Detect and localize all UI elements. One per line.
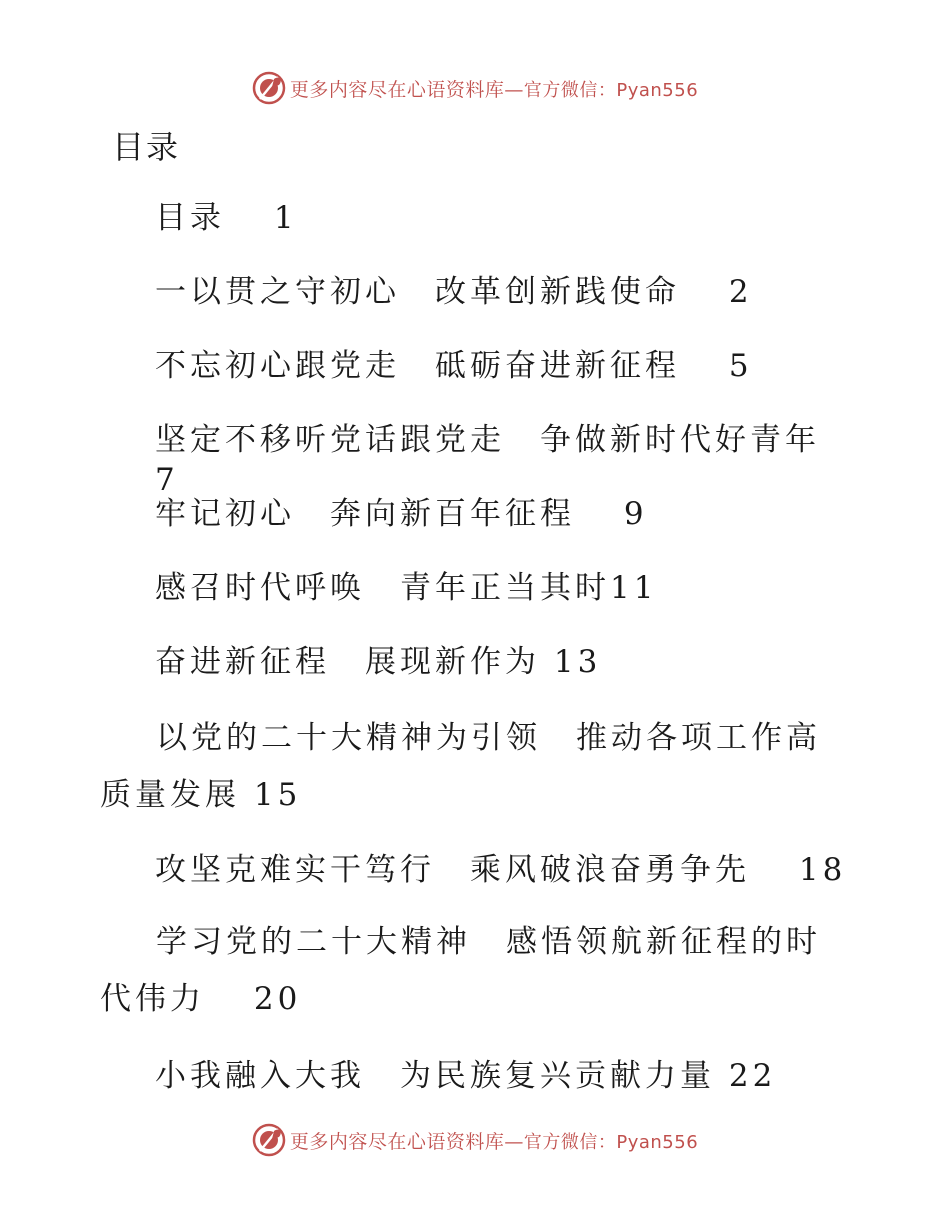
banner-text: 更多内容尽在心语资料库—官方微信：Pyan556: [289, 78, 699, 101]
toc-entry[interactable]: 学习党的二十大精神 感悟领航新征程的时代伟力 20: [100, 924, 821, 1017]
toc-entry[interactable]: 坚定不移听党话跟党走 争做新时代好青年 7: [155, 422, 834, 498]
toc-entry[interactable]: 以党的二十大精神为引领 推动各项工作高质量发展 15: [100, 720, 821, 813]
toc-entry[interactable]: 不忘初心跟党走 砥砺奋进新征程 5: [155, 348, 753, 384]
toc-entry[interactable]: 小我融入大我 为民族复兴贡献力量 22: [155, 1058, 777, 1094]
footer-banner: [0, 1120, 950, 1160]
header-banner: [0, 68, 950, 108]
document-title: 目录: [112, 128, 181, 166]
toc-entry[interactable]: 感召时代呼唤 青年正当其时11: [155, 570, 658, 606]
toc-entry[interactable]: 攻坚克难实干笃行 乘风破浪奋勇争先 18: [155, 852, 847, 888]
banner-text: 更多内容尽在心语资料库—官方微信：Pyan556: [289, 1130, 699, 1153]
toc-entry[interactable]: 牢记初心 奔向新百年征程 9: [155, 496, 648, 532]
quill-logo-icon: [252, 71, 286, 105]
quill-logo-icon: [252, 1123, 286, 1157]
toc-entry[interactable]: 奋进新征程 展现新作为 13: [155, 644, 602, 680]
toc-entry[interactable]: 一以贯之守初心 改革创新践使命 2: [155, 274, 753, 310]
toc-entry[interactable]: 目录 1: [155, 200, 298, 236]
